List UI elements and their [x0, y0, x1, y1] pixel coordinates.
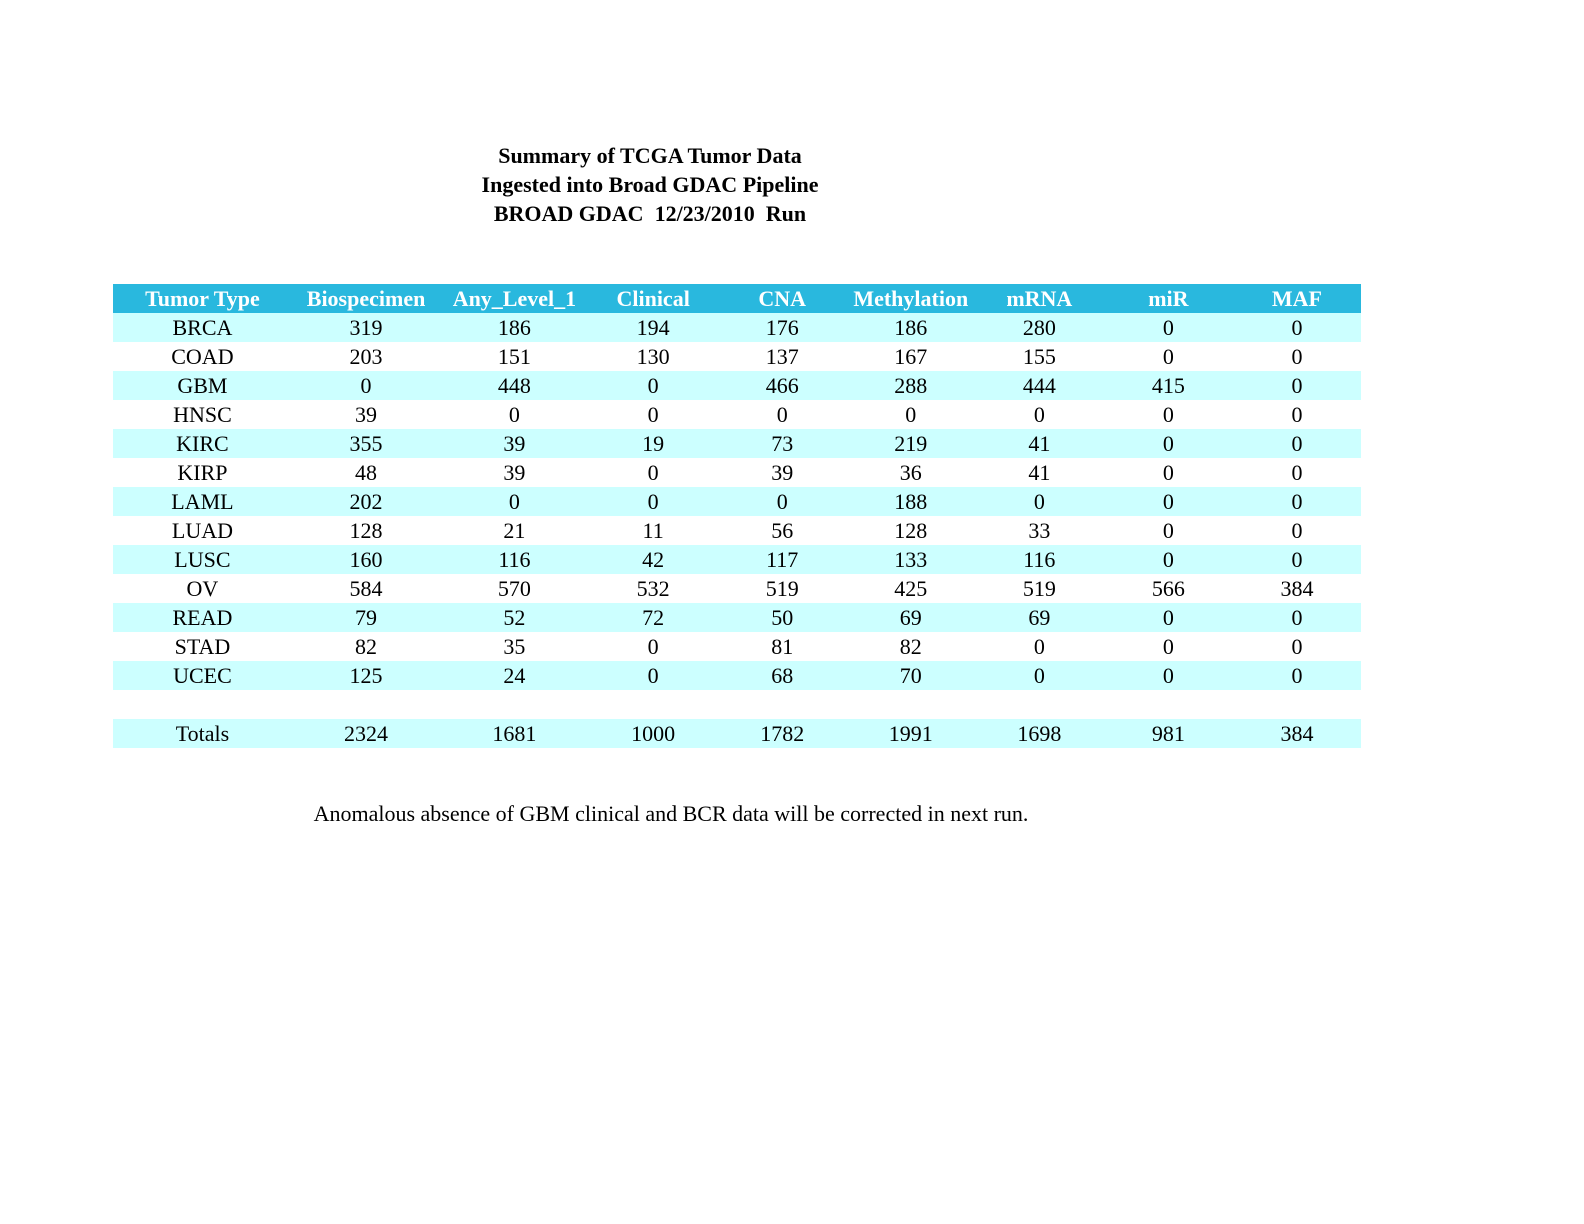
table-row: [113, 429, 1361, 458]
tumor-type-cell: STAD: [113, 632, 292, 661]
total-cell: 981: [1104, 719, 1233, 748]
title-line-1: Summary of TCGA Tumor Data: [498, 143, 802, 168]
spacer-cell: [440, 690, 588, 719]
count-cell: 0: [975, 661, 1104, 690]
count-cell: 125: [292, 661, 440, 690]
count-cell: 21: [440, 516, 588, 545]
count-cell: 466: [718, 371, 847, 400]
spacer-cell: [1233, 690, 1361, 719]
count-cell: 0: [440, 400, 588, 429]
table-row: [113, 632, 1361, 661]
count-cell: 0: [1233, 487, 1361, 516]
spacer-cell: [1104, 690, 1233, 719]
count-cell: 50: [718, 603, 847, 632]
count-cell: 0: [1104, 313, 1233, 342]
count-cell: 355: [292, 429, 440, 458]
count-cell: 0: [292, 371, 440, 400]
total-cell: 2324: [292, 719, 440, 748]
count-cell: 69: [847, 603, 975, 632]
count-cell: 0: [1233, 458, 1361, 487]
count-cell: 280: [975, 313, 1104, 342]
count-cell: 70: [847, 661, 975, 690]
column-header: miR: [1104, 284, 1233, 313]
count-cell: 0: [589, 487, 718, 516]
table-header-row: [113, 284, 1361, 313]
count-cell: 448: [440, 371, 588, 400]
title-line-3: BROAD GDAC 12/23/2010 Run: [493, 201, 807, 226]
count-cell: 48: [292, 458, 440, 487]
count-cell: 41: [975, 429, 1104, 458]
count-cell: 0: [1104, 400, 1233, 429]
count-cell: 52: [440, 603, 588, 632]
tumor-type-cell: GBM: [113, 371, 292, 400]
count-cell: 0: [1104, 603, 1233, 632]
count-cell: 0: [1233, 603, 1361, 632]
count-cell: 0: [718, 487, 847, 516]
count-cell: 117: [718, 545, 847, 574]
table-row: [113, 516, 1361, 545]
column-header: Tumor Type: [113, 284, 292, 313]
spacer-cell: [718, 690, 847, 719]
table-row: [113, 574, 1361, 603]
title-line-2: Ingested into Broad GDAC Pipeline: [481, 172, 819, 197]
count-cell: 0: [718, 400, 847, 429]
count-cell: 73: [718, 429, 847, 458]
count-cell: 0: [589, 632, 718, 661]
count-cell: 186: [440, 313, 588, 342]
count-cell: 0: [1233, 429, 1361, 458]
count-cell: 128: [847, 516, 975, 545]
totals-label: Totals: [113, 719, 292, 748]
count-cell: 0: [589, 458, 718, 487]
count-cell: 39: [718, 458, 847, 487]
count-cell: 128: [292, 516, 440, 545]
count-cell: 0: [1233, 371, 1361, 400]
count-cell: 81: [718, 632, 847, 661]
count-cell: 0: [1104, 661, 1233, 690]
spacer-cell: [589, 690, 718, 719]
count-cell: 130: [589, 342, 718, 371]
count-cell: 0: [1104, 632, 1233, 661]
table-row: [113, 371, 1361, 400]
count-cell: 0: [1233, 661, 1361, 690]
count-cell: 24: [440, 661, 588, 690]
count-cell: 116: [440, 545, 588, 574]
total-cell: 1991: [847, 719, 975, 748]
count-cell: 0: [975, 400, 1104, 429]
count-cell: 0: [1233, 342, 1361, 371]
count-cell: 0: [1104, 458, 1233, 487]
total-cell: 1698: [975, 719, 1104, 748]
count-cell: 151: [440, 342, 588, 371]
count-cell: 56: [718, 516, 847, 545]
count-cell: 519: [718, 574, 847, 603]
count-cell: 532: [589, 574, 718, 603]
count-cell: 160: [292, 545, 440, 574]
count-cell: 319: [292, 313, 440, 342]
count-cell: 0: [1104, 342, 1233, 371]
column-header: Biospecimen: [292, 284, 440, 313]
table-row: [113, 313, 1361, 342]
count-cell: 566: [1104, 574, 1233, 603]
column-header: Any_Level_1: [440, 284, 588, 313]
spacer-cell: [113, 690, 292, 719]
count-cell: 519: [975, 574, 1104, 603]
count-cell: 82: [847, 632, 975, 661]
count-cell: 72: [589, 603, 718, 632]
count-cell: 39: [440, 458, 588, 487]
count-cell: 155: [975, 342, 1104, 371]
count-cell: 219: [847, 429, 975, 458]
count-cell: 176: [718, 313, 847, 342]
count-cell: 39: [292, 400, 440, 429]
table-row: [113, 545, 1361, 574]
count-cell: 0: [1104, 545, 1233, 574]
column-header: Methylation: [847, 284, 975, 313]
count-cell: 116: [975, 545, 1104, 574]
spacer-row: [113, 690, 1361, 719]
count-cell: 33: [975, 516, 1104, 545]
total-cell: 384: [1233, 719, 1361, 748]
tumor-type-cell: BRCA: [113, 313, 292, 342]
count-cell: 133: [847, 545, 975, 574]
tumor-type-cell: OV: [113, 574, 292, 603]
count-cell: 0: [847, 400, 975, 429]
count-cell: 384: [1233, 574, 1361, 603]
tumor-type-cell: LUSC: [113, 545, 292, 574]
table-row: [113, 458, 1361, 487]
tumor-type-cell: LUAD: [113, 516, 292, 545]
total-cell: 1000: [589, 719, 718, 748]
count-cell: 0: [589, 400, 718, 429]
count-cell: 188: [847, 487, 975, 516]
count-cell: 79: [292, 603, 440, 632]
column-header: Clinical: [589, 284, 718, 313]
count-cell: 39: [440, 429, 588, 458]
count-cell: 0: [1233, 545, 1361, 574]
tumor-type-cell: COAD: [113, 342, 292, 371]
count-cell: 0: [1233, 400, 1361, 429]
count-cell: 0: [975, 632, 1104, 661]
tumor-type-cell: LAML: [113, 487, 292, 516]
table-row: [113, 661, 1361, 690]
count-cell: 69: [975, 603, 1104, 632]
tumor-type-cell: UCEC: [113, 661, 292, 690]
count-cell: 41: [975, 458, 1104, 487]
count-cell: 167: [847, 342, 975, 371]
total-cell: 1782: [718, 719, 847, 748]
count-cell: 0: [1233, 313, 1361, 342]
count-cell: 415: [1104, 371, 1233, 400]
totals-row: [113, 719, 1361, 748]
count-cell: 0: [1233, 516, 1361, 545]
count-cell: 19: [589, 429, 718, 458]
count-cell: 203: [292, 342, 440, 371]
count-cell: 288: [847, 371, 975, 400]
footnote: [0, 799, 1584, 828]
count-cell: 35: [440, 632, 588, 661]
count-cell: 444: [975, 371, 1104, 400]
count-cell: 0: [1104, 516, 1233, 545]
count-cell: 0: [589, 661, 718, 690]
count-cell: 194: [589, 313, 718, 342]
table-row: [113, 400, 1361, 429]
tumor-type-cell: KIRC: [113, 429, 292, 458]
column-header: CNA: [718, 284, 847, 313]
count-cell: 202: [292, 487, 440, 516]
table-row: [113, 342, 1361, 371]
count-cell: 0: [1104, 487, 1233, 516]
count-cell: 0: [1104, 429, 1233, 458]
count-cell: 137: [718, 342, 847, 371]
count-cell: 0: [589, 371, 718, 400]
count-cell: 0: [975, 487, 1104, 516]
report-title: [436, 141, 864, 228]
count-cell: 425: [847, 574, 975, 603]
count-cell: 82: [292, 632, 440, 661]
count-cell: 584: [292, 574, 440, 603]
tumor-type-cell: KIRP: [113, 458, 292, 487]
tumor-type-cell: READ: [113, 603, 292, 632]
tumor-type-cell: HNSC: [113, 400, 292, 429]
count-cell: 42: [589, 545, 718, 574]
spacer-cell: [975, 690, 1104, 719]
total-cell: 1681: [440, 719, 588, 748]
column-header: mRNA: [975, 284, 1104, 313]
table-row: [113, 487, 1361, 516]
footnote-text: Anomalous absence of GBM clinical and BCR data will be corrected in next run.: [313, 801, 1029, 826]
count-cell: 0: [1233, 632, 1361, 661]
count-cell: 186: [847, 313, 975, 342]
spacer-cell: [847, 690, 975, 719]
count-cell: 570: [440, 574, 588, 603]
spacer-cell: [292, 690, 440, 719]
count-cell: 0: [440, 487, 588, 516]
count-cell: 36: [847, 458, 975, 487]
count-cell: 68: [718, 661, 847, 690]
column-header: MAF: [1233, 284, 1361, 313]
count-cell: 11: [589, 516, 718, 545]
tumor-data-table: [113, 284, 1361, 748]
table-row: [113, 603, 1361, 632]
